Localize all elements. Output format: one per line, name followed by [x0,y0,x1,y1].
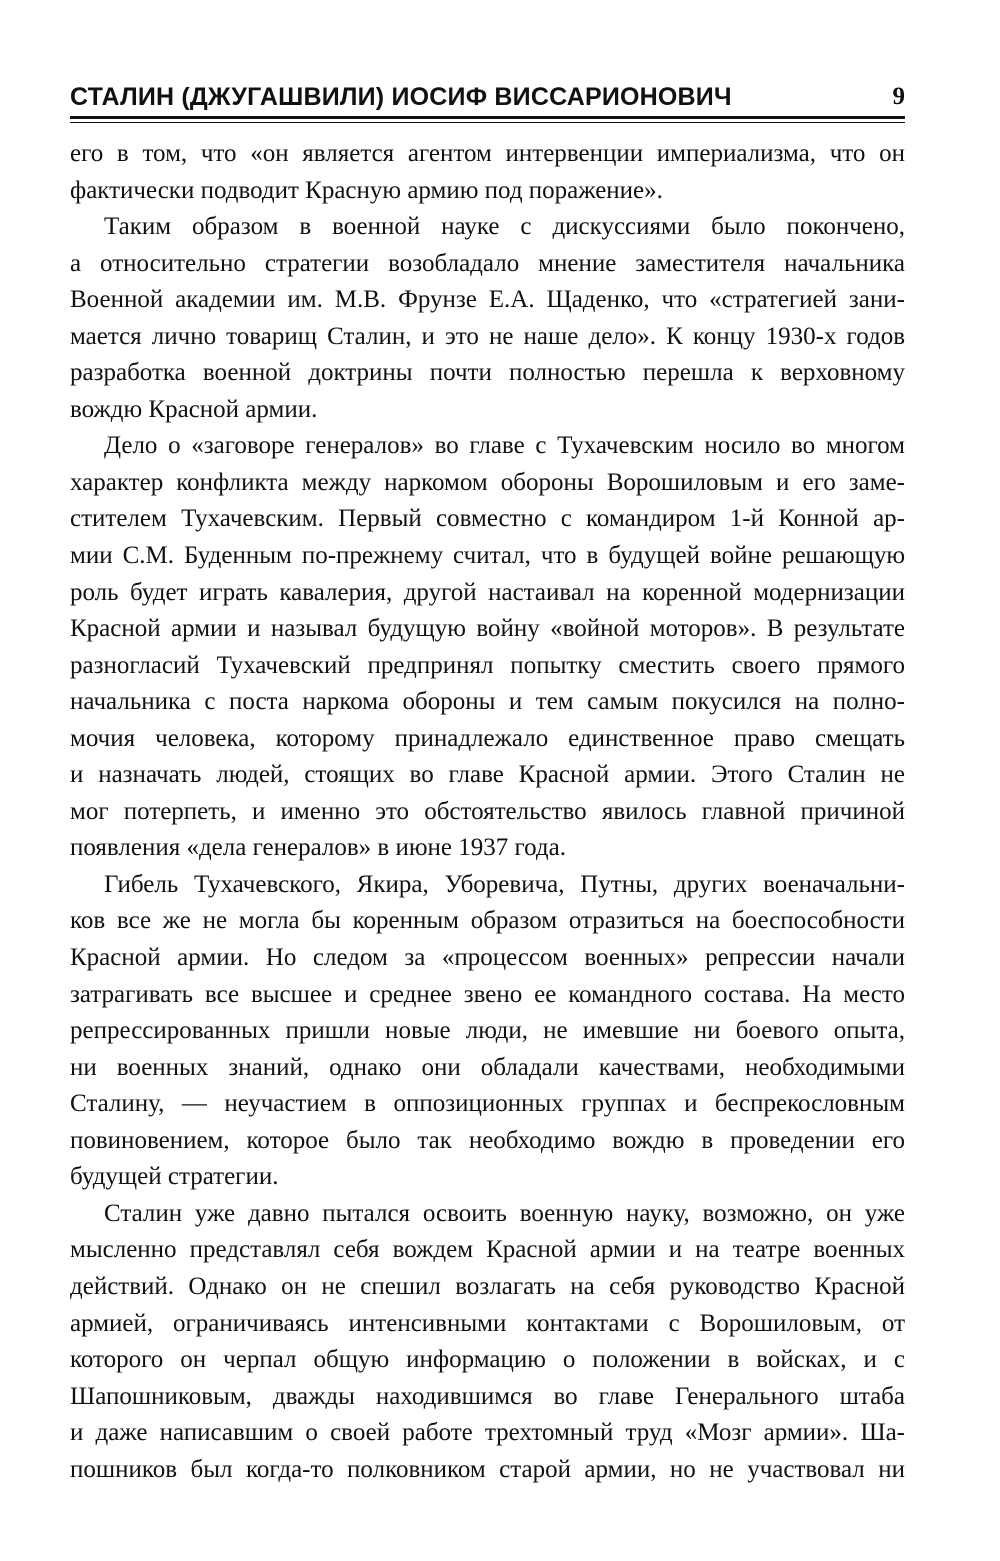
text-line: Военной академии им. М.В. Фрунзе Е.А. Щаденко, что «стратегией зани- [70,286,905,314]
text-line: которого он черпал общую информацию о положении в войсках, и с [70,1346,905,1374]
text-line: разработка военной доктрины почти полностью перешла к верховному [70,359,905,387]
text-line: Шапошниковым, дважды находившимся во главе Генерального штаба [70,1382,905,1410]
text-line: начальника с поста наркома обороны и тем самым покусился на полно- [70,688,905,716]
text-line: армией, ограничиваясь интенсивными контактами с Ворошиловым, от [70,1309,905,1337]
text-line: вождю Красной армии. [70,395,318,423]
text-line: Красной армии и называл будущую войну «войной моторов». В результате [70,615,905,643]
text-line: действий. Однако он не спешил возлагать на себя руководство Красной [70,1272,905,1300]
text-line: ков все же не могла бы коренным образом отразиться на боеспособности [70,907,905,935]
text-line: Дело о «заговоре генералов» во главе с Тухачевским носило во многом [104,432,905,460]
header-rule-thick [70,116,905,119]
text-line: Сталину, — неучастием в оппозиционных группах и беспрекословным [70,1090,905,1118]
text-line: мочия человека, которому принадлежало единственное право смещать [70,724,905,752]
page-number: 9 [892,83,905,110]
text-line: роль будет играть кавалерия, другой настаивал на коренной модернизации [70,578,905,606]
text-line: стителем Тухачевским. Первый совместно с командиром 1-й Конной ар- [70,505,905,533]
text-line: а относительно стратегии возобладало мнение заместителя начальника [70,249,905,277]
text-line: затрагивать все высшее и среднее звено ее командного состава. На место [70,980,905,1008]
running-head [70,82,905,114]
body-text [70,136,905,1488]
text-line: Гибель Тухачевского, Якира, Уборевича, Путны, других военачальни- [104,870,905,898]
text-line: повиновением, которое было так необходимо вождю в проведении его [70,1126,905,1154]
text-line: будущей стратегии. [70,1163,279,1191]
text-line: Красной армии. Но следом за «процессом военных» репрессии начали [70,944,905,972]
text-line: ни военных знаний, однако они обладали качествами, необходимыми [70,1053,905,1081]
text-line: разногласий Тухачевский предпринял попытку сместить своего прямого [70,651,905,679]
text-line: фактически подводит Красную армию под поражение». [70,176,663,204]
text-line: его в том, что «он является агентом интервенции империализма, что он [70,140,905,167]
running-title: СТАЛИН (ДЖУГАШВИЛИ) ИОСИФ ВИССАРИОНОВИЧ [70,83,732,111]
text-line: мается лично товарищ Сталин, и это не наше дело». К концу 1930-х годов [70,322,905,350]
text-line: пошников был когда-то полковником старой армии, но не участвовал ни [70,1455,905,1483]
text-line: и назначать людей, стоящих во главе Красной армии. Этого Сталин не [70,761,905,789]
text-line: и даже написавшим о своей работе трехтомный труд «Мозг армии». Ша- [70,1419,905,1447]
text-line: мысленно представлял себя вождем Красной армии и на театре военных [70,1236,905,1264]
text-line: Таким образом в военной науке с дискуссиями было покончено, [104,213,905,241]
text-line: мии С.М. Буденным по-прежнему считал, что в будущей войне решающую [70,542,905,570]
text-line: Сталин уже давно пытался освоить военную науку, возможно, он уже [104,1199,905,1227]
text-line: мог потерпеть, и именно это обстоятельство явилось главной причиной [70,797,905,825]
text-line: репрессированных пришли новые люди, не имевшие ни боевого опыта, [70,1017,905,1045]
text-line: появления «дела генералов» в июне 1937 года. [70,834,566,862]
text-line: характер конфликта между наркомом обороны Ворошиловым и его заме- [70,468,905,496]
header-rule-thin [70,122,905,123]
